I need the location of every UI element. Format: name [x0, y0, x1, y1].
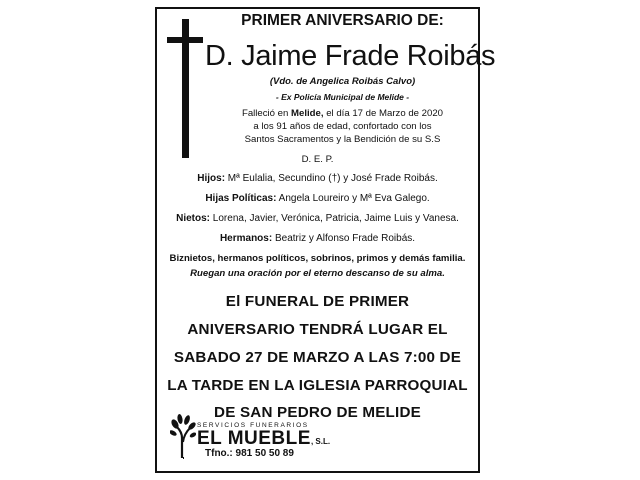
family-hijas-politicas: [160, 193, 475, 204]
hijas-label: Hijas Políticas:: [205, 193, 277, 204]
deceased-name: D. Jaime Frade Roibás: [205, 40, 496, 72]
funeral-line-3: SABADO 27 DE MARZO A LAS 7:00 DE: [173, 349, 462, 366]
hijos-label: Hijos:: [197, 173, 226, 184]
hermanos-names: Beatriz y Alfonso Frade Roibás.: [272, 233, 416, 244]
dep-text: D. E. P.: [301, 154, 334, 165]
nietos-names: Lorena, Javier, Verónica, Patricia, Jaime Luis y Vanesa.: [210, 213, 459, 224]
death-date: el día 17 de Marzo de 2020: [323, 108, 444, 119]
family-nietos: [160, 213, 475, 224]
funeral-line-2: ANIVERSARIO TENDRÁ LUGAR EL: [187, 321, 448, 338]
brand-name: [197, 428, 330, 450]
notice-heading: PRIMER ANIVERSARIO DE:: [241, 12, 444, 29]
death-sacraments: Santos Sacramentos y la Bendición de su S.S: [244, 134, 441, 145]
funeral-line-5: DE SAN PEDRO DE MELIDE: [214, 404, 421, 421]
funeral-line-4: LA TARDE EN LA IGLESIA PARROQUIAL: [167, 377, 468, 394]
phone-number: Tfno.: 981 50 50 89: [205, 448, 294, 459]
brand-suffix: , S.L.: [310, 437, 331, 446]
occupation: - Ex Policía Municipal de Melide -: [275, 92, 410, 102]
services-label: SERVICIOS FUNERARIOS: [197, 422, 309, 429]
hermanos-label: Hermanos:: [219, 233, 273, 244]
hijas-names: Angela Loureiro y Mª Eva Galego.: [276, 193, 430, 204]
tree-icon: [170, 412, 196, 460]
death-place-date: [205, 108, 480, 119]
widow-of: (Vdo. de Angelica Roibás Calvo): [269, 76, 416, 87]
funeral-line-1: El FUNERAL DE PRIMER: [225, 293, 410, 310]
brand-main: EL MUEBLE: [197, 428, 311, 449]
prayer-request: Ruegan una oración por el eterno descanso de su alma.: [190, 268, 445, 279]
hijos-names: Mª Eulalia, Secundino (†) y José Frade Roibás.: [225, 173, 438, 184]
family-hijos: [160, 173, 475, 184]
cross-icon-bar: [167, 37, 203, 43]
nietos-label: Nietos:: [176, 213, 211, 224]
family-others: Biznietos, hermanos políticos, sobrinos, primos y demás familia.: [169, 253, 466, 264]
death-place: Melide,: [291, 108, 324, 119]
family-hermanos: [160, 233, 475, 244]
death-age: a los 91 años de edad, confortado con los: [253, 121, 432, 132]
death-text-pre: Falleció en: [241, 108, 292, 119]
